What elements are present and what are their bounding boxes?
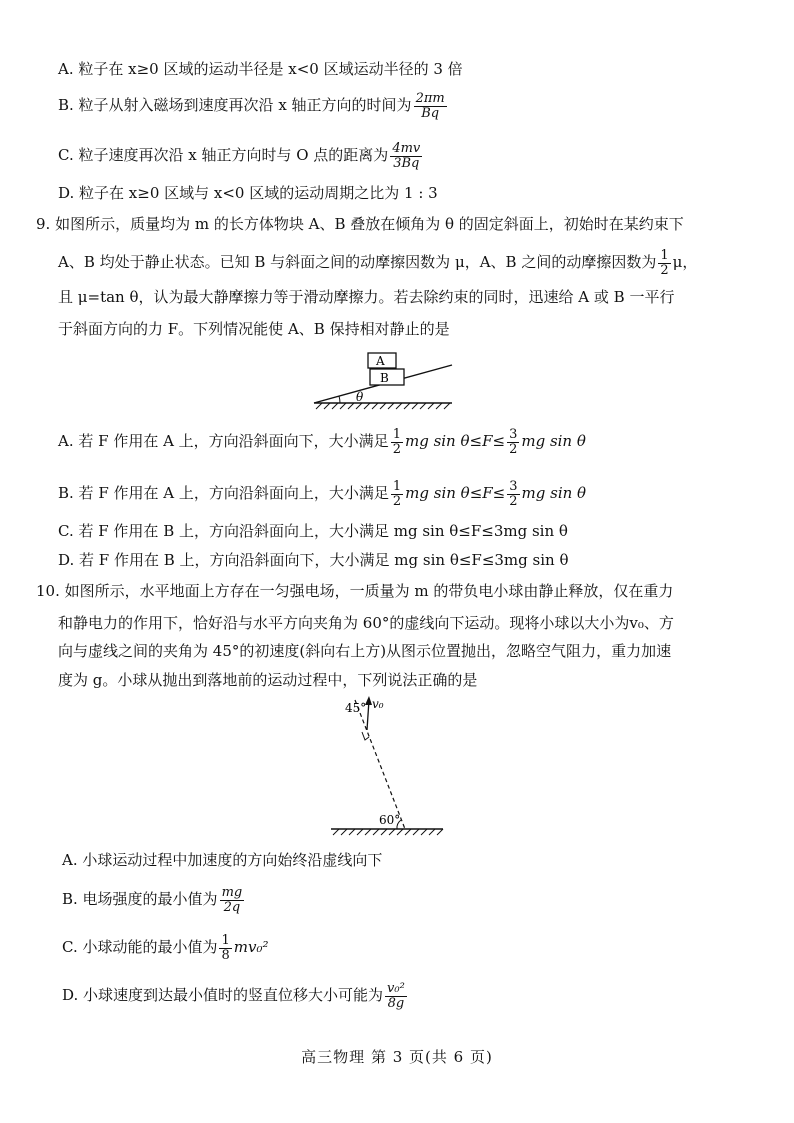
- q9-stem-line3: 且 μ=tan θ，认为最大静摩擦力等于滑动摩擦力。若去除约束的同时，迅速给 A 或 B 一平行: [58, 288, 675, 306]
- theta-arc: [339, 396, 340, 403]
- q8-option-d: [58, 186, 438, 201]
- q10-stem-line4: 度为 g。小球从抛出到落地前的运动过程中，下列说法正确的是: [58, 671, 478, 689]
- q10-stem-line3: 向与虚线之间的夹角为 45°的初速度(斜向右上方)从图示位置抛出，忽略空气阻力，重力加速: [58, 642, 672, 660]
- angle-45-label: 45°: [345, 701, 367, 715]
- q8-option-c: [58, 142, 424, 170]
- q10-option-a: A. 小球运动过程中加速度的方向始终沿虚线向下: [62, 851, 383, 869]
- q9-option-b: B. 若 F 作用在 A 上，方向沿斜面向上，大小满足 $\frac{1}{2}$ mg sin θ≤F≤ $\frac{3}{2}$ mg sin θ: [58, 479, 587, 509]
- q9-stem-line4: 于斜面方向的力 F。下列情况能使 A、B 保持相对静止的是: [58, 320, 450, 338]
- q10-stem-line1: 10. 如图所示，水平地面上方存在一匀强电场，一质量为 m 的带负电小球由静止释放，仅在重力: [36, 582, 674, 600]
- q9-stem-line2: A、B 均处于静止状态。已知 B 与斜面之间的动摩擦因数为 μ，A、B 之间的动摩擦因数为 $\frac{1}{2}$ μ，: [58, 248, 698, 278]
- q8-option-c-fraction: $\frac{4mv}{3Bq}$: [392, 141, 421, 171]
- v0-label: v₀: [372, 697, 384, 711]
- q9-half-fraction: $\frac{1}{2}$: [660, 248, 669, 278]
- q10-stem-line2: 和静电力的作用下，恰好沿与水平方向夹角为 60°的虚线向下运动。现将小球以大小为v₀、方: [58, 614, 674, 632]
- q10-trajectory-figure: [325, 692, 455, 842]
- q9-option-d: D. 若 F 作用在 B 上，方向沿斜面向下，大小满足 mg sin θ≤F≤3mg sin θ: [58, 551, 569, 569]
- q9-stem-line1: 9. 如图所示，质量均为 m 的长方体物块 A、B 叠放在倾角为 θ 的固定斜面上，初始时在某约束下: [36, 215, 684, 233]
- q9-option-a: A. 若 F 作用在 A 上，方向沿斜面向下，大小满足 $\frac{1}{2}$ mg sin θ≤F≤ $\frac{3}{2}$ mg sin θ: [58, 427, 586, 457]
- q8-option-b-text: B. 粒子从射入磁场到速度再次沿 x 轴正方向的时间为: [58, 96, 412, 115]
- block-a-label: A: [376, 354, 385, 368]
- ground-hatching: [333, 829, 443, 835]
- q8-option-b-fraction: $\frac{2\pi m}{Bq}$: [415, 91, 445, 121]
- ground-hatching: [316, 403, 450, 409]
- q8-option-c-text: C. 粒子速度再次沿 x 轴正方向时与 O 点的距离为: [58, 146, 389, 165]
- q8-option-a: [58, 62, 463, 77]
- dashed-trajectory-line: [355, 700, 405, 829]
- q8-option-d-text: D. 粒子在 x≥0 区域与 x<0 区域的运动周期之比为 1 : 3: [58, 184, 438, 202]
- q10-option-c: C. 小球动能的最小值为 $\frac{1}{8}$ mv₀²: [62, 933, 269, 963]
- page-footer: 高三物理 第 3 页(共 6 页): [301, 1048, 493, 1066]
- q10-option-d: D. 小球速度到达最小值时的竖直位移大小可能为 $\frac{\text{v₀²}}{8g}$: [62, 981, 405, 1011]
- block-b-label: B: [380, 371, 389, 385]
- theta-label: θ: [356, 390, 364, 404]
- q10-option-b: B. 电场强度的最小值为 $\frac{mg}{2q}$: [62, 885, 243, 915]
- q8-option-a-text: A. 粒子在 x≥0 区域的运动半径是 x<0 区域运动半径的 3 倍: [58, 60, 463, 78]
- angle-60-label: 60°: [379, 813, 401, 827]
- q9-incline-figure: [306, 345, 456, 415]
- q9-option-c: C. 若 F 作用在 B 上，方向沿斜面向上，大小满足 mg sin θ≤F≤3mg sin θ: [58, 522, 568, 540]
- q8-option-b: [58, 92, 449, 120]
